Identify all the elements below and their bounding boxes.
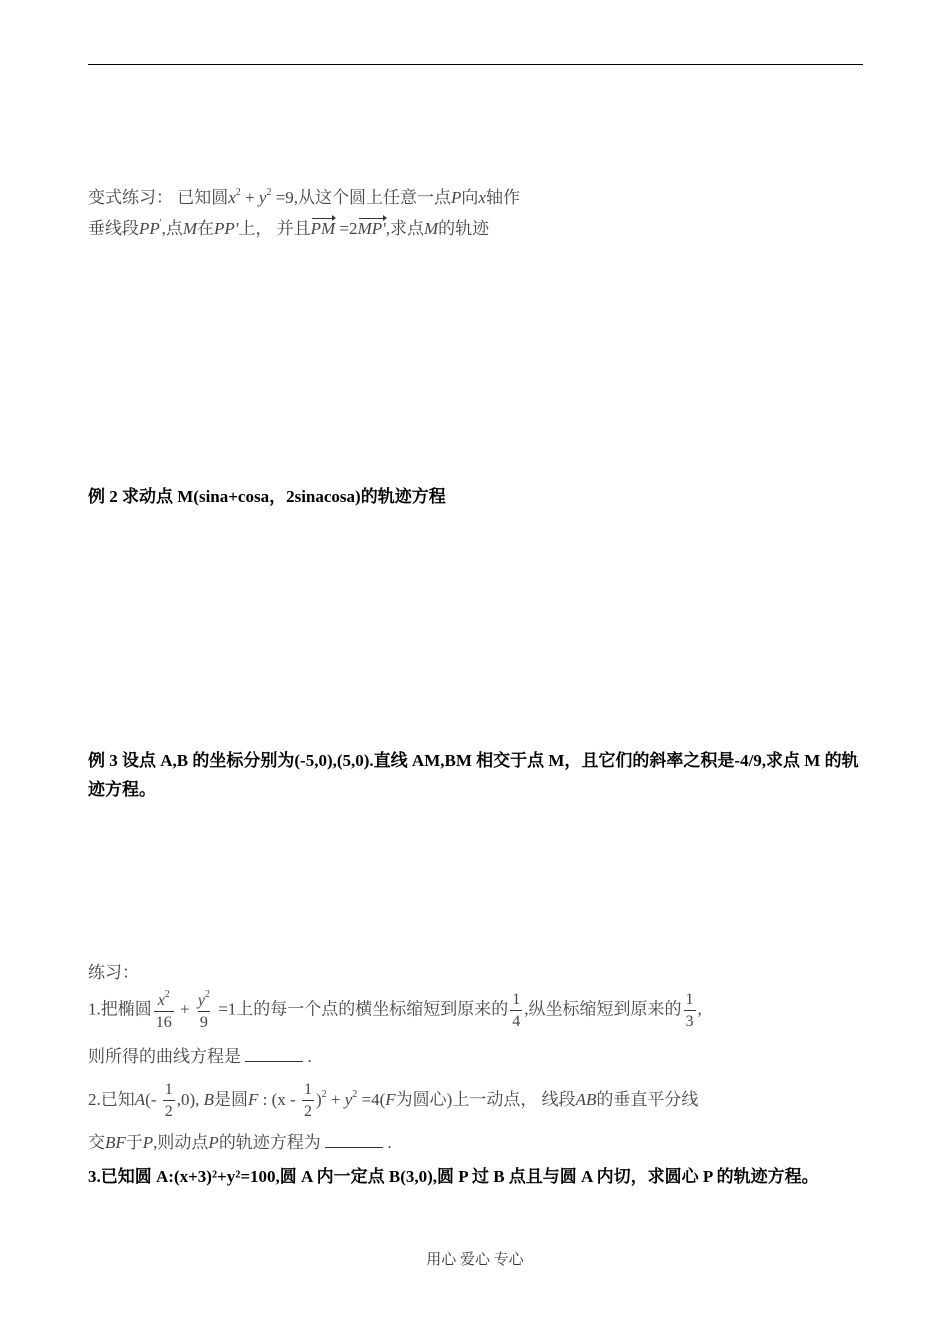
practice-2-line-2: 交BF于P,则动点P的轨迹方程为 . <box>88 1133 392 1152</box>
practice-1-line-1: 1.把椭圆 $\frac{x^2}{16}$ + $\frac{y^2}{9}$ =1上的每一个点的横坐标缩短到原来的 $\frac{1}{4}$ ,纵坐标缩短到原来的 $\frac{1}{3}$ , <box>88 989 702 1031</box>
example-3: 例 3 设点 A,B 的坐标分别为(-5,0),(5,0).直线 AM,BM 相交于点 M，且它们的斜率之积是-4/9,求点 M 的轨迹方程。 <box>88 751 859 799</box>
vector-pm: PM <box>310 219 336 238</box>
practice-3: 3.已知圆 A:(x+3)²+y²=100,圆 A 内一定点 B(3,0),圆 P 过 B 点且与圆 A 内切，求圆心 P 的轨迹方程。 <box>88 1167 819 1186</box>
fraction-1-3: $\frac{1}{3}$ <box>685 990 694 1030</box>
fraction-1-2-b: $\frac{1}{2}$ <box>303 1081 312 1120</box>
variant-line-2: 垂线段PP',点M在PP'上， 并且PM =2MP',求点M的轨迹 <box>88 218 490 238</box>
vector-mp: MP' <box>357 219 386 238</box>
practice-1-line-2: 则所得的曲线方程是 . <box>88 1047 312 1066</box>
practice-2-line-1: 2.已知A(- $\frac{1}{2}$ ,0), B是圆F : (x - $\frac{1}{2}$ )$^2 + y^2 =4(F$为圆心)上一动点， 线段AB的垂直平分线 <box>88 1081 699 1120</box>
fraction-1-2-a: $\frac{1}{2}$ <box>164 1081 173 1120</box>
answer-blank-1[interactable] <box>245 1049 303 1062</box>
fraction-x2-16: $\frac{x^2}{16}$ <box>155 989 172 1031</box>
practice-heading: 练习： <box>88 963 139 982</box>
fraction-1-4: $\frac{1}{4}$ <box>512 990 521 1030</box>
fraction-y2-9: $\frac{y^2}{9}$ <box>197 989 210 1031</box>
page-footer: 用心 爱心 专心 <box>426 1252 524 1268</box>
variant-line-1: 变式练习： 已知圆$x^2 + y^2 =9$,从这个圆上任意一点P向x轴作 <box>88 187 520 207</box>
example-2: 例 2 求动点 M(sina+cosa，2sinacosa)的轨迹方程 <box>88 487 446 506</box>
answer-blank-2[interactable] <box>325 1135 383 1148</box>
header-rule <box>88 64 863 65</box>
